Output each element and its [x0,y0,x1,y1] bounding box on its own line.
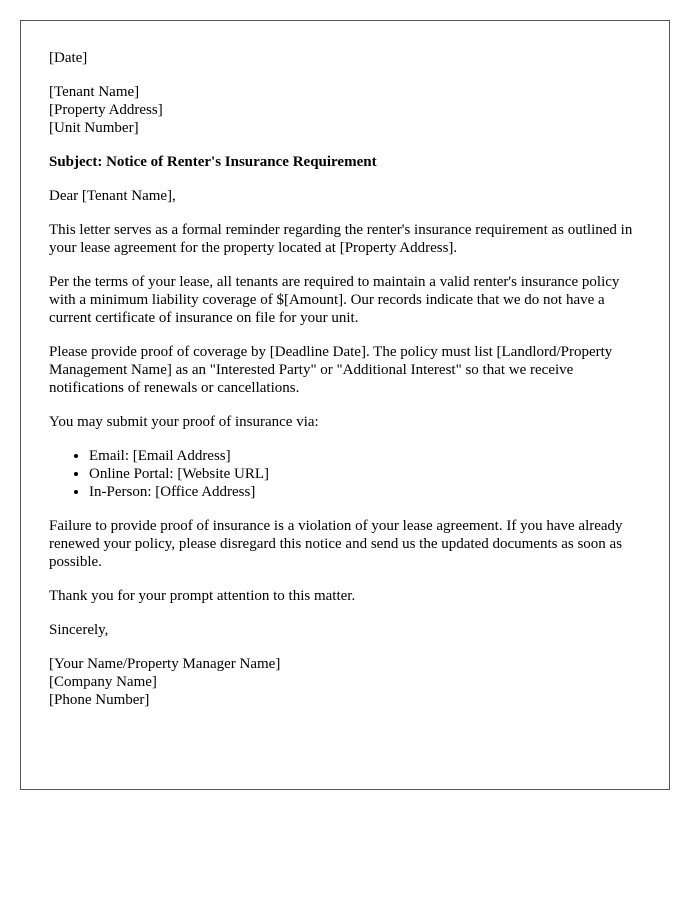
body-paragraph-thanks: Thank you for your prompt attention to this matter. [49,588,356,604]
letter-page [20,20,670,790]
list-item-online-portal: • Online Portal: [Website URL] [89,465,649,483]
letter-date [49,49,649,67]
body-paragraph-reminder: This letter serves as a formal reminder regarding the renter's insurance requirement as outlined in your lease agreement for the property located at [Property Address]. [49,222,633,256]
signature-name: [Your Name/Property Manager Name] [49,656,281,672]
body-paragraph-requirement: Per the terms of your lease, all tenants are required to maintain a valid renter's insurance policy with a minimum liability coverage of $[Amount]. Our records indicate that we do not have a current certificate of insurance on file for your unit. [49,274,620,326]
date-text: [Date] [49,50,88,66]
recipient-unit-number: [Unit Number] [49,120,139,136]
recipient-tenant-name: [Tenant Name] [49,84,140,100]
body-paragraph-submission-intro: You may submit your proof of insurance via: [49,414,319,430]
signature-block [49,655,649,709]
list-item-in-person: • In-Person: [Office Address] [89,483,649,501]
signature-phone: [Phone Number] [49,692,150,708]
salutation: Dear [Tenant Name], [49,188,176,204]
body-paragraph-deadline: Please provide proof of coverage by [Deadline Date]. The policy must list [Landlord/Property Management Name] as an "Interested Party" or "Additional Interest" so that we receive notifications of renewals or cancellations. [49,344,613,396]
recipient-property-address: [Property Address] [49,102,163,118]
closing: Sincerely, [49,622,109,638]
list-item-email: • Email: [Email Address] [89,447,649,465]
body-paragraph-violation: Failure to provide proof of insurance is a violation of your lease agreement. If you have already renewed your policy, please disregard this notice and send us the updated documents as soon as possible. [49,518,623,570]
submission-methods-list [49,447,649,501]
letter-subject: Subject: Notice of Renter's Insurance Requirement [49,154,377,170]
signature-company: [Company Name] [49,674,157,690]
recipient-address [49,83,649,137]
